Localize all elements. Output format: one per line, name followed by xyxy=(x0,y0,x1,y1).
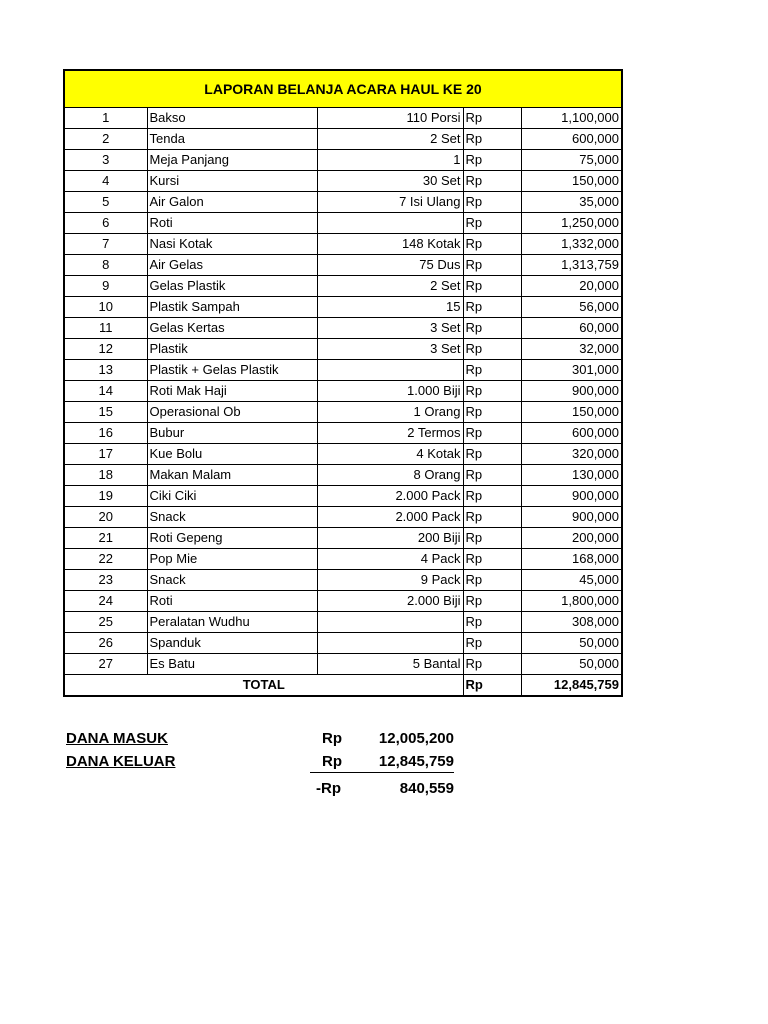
currency: Rp xyxy=(463,633,521,654)
item-name: Meja Panjang xyxy=(147,150,317,171)
row-number: 15 xyxy=(65,402,147,423)
expense-report-table xyxy=(63,69,623,697)
item-name: Peralatan Wudhu xyxy=(147,612,317,633)
item-quantity: 1.000 Biji xyxy=(317,381,463,402)
currency: Rp xyxy=(463,318,521,339)
table-row xyxy=(65,234,621,255)
item-name: Pop Mie xyxy=(147,549,317,570)
row-number: 25 xyxy=(65,612,147,633)
table-row xyxy=(65,108,621,129)
table-row xyxy=(65,192,621,213)
table-row xyxy=(65,150,621,171)
fund-out-label: DANA KELUAR xyxy=(66,753,176,770)
currency: Rp xyxy=(463,192,521,213)
table-row xyxy=(65,444,621,465)
row-number: 20 xyxy=(65,507,147,528)
row-number: 26 xyxy=(65,633,147,654)
total-currency: Rp xyxy=(463,675,521,696)
total-amount: 12,845,759 xyxy=(553,677,619,693)
row-number: 3 xyxy=(65,150,147,171)
item-name: Air Galon xyxy=(147,192,317,213)
item-name: Snack xyxy=(147,570,317,591)
item-quantity: 2.000 Biji xyxy=(317,591,463,612)
item-amount: 1,800,000 xyxy=(521,591,621,612)
item-amount: 20,000 xyxy=(521,276,621,297)
item-quantity xyxy=(317,633,463,654)
item-amount: 1,250,000 xyxy=(521,213,621,234)
item-name: Bubur xyxy=(147,423,317,444)
fund-difference-currency: -Rp xyxy=(316,780,341,797)
currency: Rp xyxy=(463,570,521,591)
row-number: 11 xyxy=(65,318,147,339)
item-name: Kue Bolu xyxy=(147,444,317,465)
item-quantity: 4 Kotak xyxy=(317,444,463,465)
item-name: Plastik + Gelas Plastik xyxy=(147,360,317,381)
table-row xyxy=(65,654,621,675)
row-number: 17 xyxy=(65,444,147,465)
item-name: Snack xyxy=(147,507,317,528)
item-quantity: 30 Set xyxy=(317,171,463,192)
item-name: Gelas Plastik xyxy=(147,276,317,297)
row-number: 8 xyxy=(65,255,147,276)
item-quantity: 5 Bantal xyxy=(317,654,463,675)
item-quantity: 3 Set xyxy=(317,318,463,339)
item-amount: 900,000 xyxy=(521,381,621,402)
row-number: 21 xyxy=(65,528,147,549)
item-amount: 200,000 xyxy=(521,528,621,549)
table-row xyxy=(65,276,621,297)
item-name: Nasi Kotak xyxy=(147,234,317,255)
item-name: Gelas Kertas xyxy=(147,318,317,339)
item-quantity: 2.000 Pack xyxy=(317,507,463,528)
item-name: Ciki Ciki xyxy=(147,486,317,507)
total-row xyxy=(65,675,621,696)
item-quantity: 1 xyxy=(317,150,463,171)
row-number: 19 xyxy=(65,486,147,507)
currency: Rp xyxy=(463,591,521,612)
item-name: Plastik Sampah xyxy=(147,297,317,318)
row-number: 12 xyxy=(65,339,147,360)
item-amount: 50,000 xyxy=(521,654,621,675)
item-quantity: 2.000 Pack xyxy=(317,486,463,507)
table-row xyxy=(65,528,621,549)
table-row xyxy=(65,612,621,633)
table-row xyxy=(65,339,621,360)
table-row xyxy=(65,213,621,234)
currency: Rp xyxy=(463,255,521,276)
currency: Rp xyxy=(463,150,521,171)
fund-difference-row xyxy=(66,778,466,802)
table-row xyxy=(65,549,621,570)
row-number: 13 xyxy=(65,360,147,381)
item-amount: 900,000 xyxy=(521,507,621,528)
currency: Rp xyxy=(463,276,521,297)
item-amount: 900,000 xyxy=(521,486,621,507)
currency: Rp xyxy=(463,612,521,633)
item-amount: 60,000 xyxy=(521,318,621,339)
item-amount: 600,000 xyxy=(521,129,621,150)
item-amount: 75,000 xyxy=(521,150,621,171)
item-quantity: 4 Pack xyxy=(317,549,463,570)
row-number: 5 xyxy=(65,192,147,213)
item-amount: 1,100,000 xyxy=(521,108,621,129)
table-row xyxy=(65,381,621,402)
currency: Rp xyxy=(463,423,521,444)
expense-rows xyxy=(65,108,621,675)
row-number: 10 xyxy=(65,297,147,318)
table-row xyxy=(65,318,621,339)
item-amount: 600,000 xyxy=(521,423,621,444)
row-number: 23 xyxy=(65,570,147,591)
table-row xyxy=(65,297,621,318)
currency: Rp xyxy=(463,339,521,360)
row-number: 22 xyxy=(65,549,147,570)
expense-table xyxy=(65,108,621,695)
currency: Rp xyxy=(463,234,521,255)
currency: Rp xyxy=(463,507,521,528)
item-amount: 130,000 xyxy=(521,465,621,486)
table-row xyxy=(65,465,621,486)
row-number: 7 xyxy=(65,234,147,255)
row-number: 18 xyxy=(65,465,147,486)
item-quantity: 75 Dus xyxy=(317,255,463,276)
item-name: Air Gelas xyxy=(147,255,317,276)
row-number: 24 xyxy=(65,591,147,612)
item-quantity: 200 Biji xyxy=(317,528,463,549)
item-name: Plastik xyxy=(147,339,317,360)
item-quantity: 2 Termos xyxy=(317,423,463,444)
currency: Rp xyxy=(463,444,521,465)
item-amount: 56,000 xyxy=(521,297,621,318)
table-row xyxy=(65,255,621,276)
item-amount: 1,332,000 xyxy=(521,234,621,255)
fund-out-amount: 12,845,759 xyxy=(378,753,454,770)
item-quantity: 148 Kotak xyxy=(317,234,463,255)
item-name: Tenda xyxy=(147,129,317,150)
total-label: TOTAL xyxy=(65,675,463,696)
item-name: Bakso xyxy=(147,108,317,129)
item-amount: 1,313,759 xyxy=(521,255,621,276)
item-amount: 50,000 xyxy=(521,633,621,654)
item-amount: 301,000 xyxy=(521,360,621,381)
row-number: 16 xyxy=(65,423,147,444)
item-name: Kursi xyxy=(147,171,317,192)
row-number: 27 xyxy=(65,654,147,675)
currency: Rp xyxy=(463,171,521,192)
item-name: Operasional Ob xyxy=(147,402,317,423)
table-row xyxy=(65,507,621,528)
fund-difference-amount: 840,559 xyxy=(399,780,454,797)
table-row xyxy=(65,402,621,423)
currency: Rp xyxy=(463,213,521,234)
item-quantity: 3 Set xyxy=(317,339,463,360)
currency: Rp xyxy=(463,381,521,402)
item-quantity xyxy=(317,213,463,234)
table-row xyxy=(65,570,621,591)
item-quantity: 15 xyxy=(317,297,463,318)
fund-out-currency: Rp xyxy=(322,753,342,770)
item-amount: 168,000 xyxy=(521,549,621,570)
row-number: 6 xyxy=(65,213,147,234)
item-quantity: 8 Orang xyxy=(317,465,463,486)
report-title: LAPORAN BELANJA ACARA HAUL KE 20 xyxy=(65,71,621,108)
item-quantity: 2 Set xyxy=(317,276,463,297)
row-number: 9 xyxy=(65,276,147,297)
item-quantity: 1 Orang xyxy=(317,402,463,423)
item-name: Makan Malam xyxy=(147,465,317,486)
row-number: 2 xyxy=(65,129,147,150)
table-row xyxy=(65,633,621,654)
item-name: Spanduk xyxy=(147,633,317,654)
table-row xyxy=(65,423,621,444)
item-amount: 32,000 xyxy=(521,339,621,360)
currency: Rp xyxy=(463,129,521,150)
table-row xyxy=(65,591,621,612)
item-name: Es Batu xyxy=(147,654,317,675)
item-amount: 45,000 xyxy=(521,570,621,591)
currency: Rp xyxy=(463,549,521,570)
currency: Rp xyxy=(463,297,521,318)
item-amount: 150,000 xyxy=(521,171,621,192)
fund-in-currency: Rp xyxy=(322,730,342,747)
item-amount: 308,000 xyxy=(521,612,621,633)
item-quantity xyxy=(317,360,463,381)
currency: Rp xyxy=(463,528,521,549)
item-quantity: 9 Pack xyxy=(317,570,463,591)
item-amount: 35,000 xyxy=(521,192,621,213)
row-number: 1 xyxy=(65,108,147,129)
sum-divider xyxy=(310,772,454,773)
item-quantity: 110 Porsi xyxy=(317,108,463,129)
item-name: Roti Mak Haji xyxy=(147,381,317,402)
table-row xyxy=(65,360,621,381)
table-row xyxy=(65,486,621,507)
table-row xyxy=(65,129,621,150)
item-quantity: 2 Set xyxy=(317,129,463,150)
currency: Rp xyxy=(463,465,521,486)
item-name: Roti xyxy=(147,591,317,612)
currency: Rp xyxy=(463,654,521,675)
currency: Rp xyxy=(463,402,521,423)
fund-in-amount: 12,005,200 xyxy=(378,730,454,747)
item-amount: 150,000 xyxy=(521,402,621,423)
item-quantity xyxy=(317,612,463,633)
currency: Rp xyxy=(463,486,521,507)
currency: Rp xyxy=(463,108,521,129)
currency: Rp xyxy=(463,360,521,381)
item-amount: 320,000 xyxy=(521,444,621,465)
fund-in-label: DANA MASUK xyxy=(66,730,168,747)
item-quantity: 7 Isi Ulang xyxy=(317,192,463,213)
table-row xyxy=(65,171,621,192)
row-number: 14 xyxy=(65,381,147,402)
row-number: 4 xyxy=(65,171,147,192)
item-name: Roti Gepeng xyxy=(147,528,317,549)
item-name: Roti xyxy=(147,213,317,234)
